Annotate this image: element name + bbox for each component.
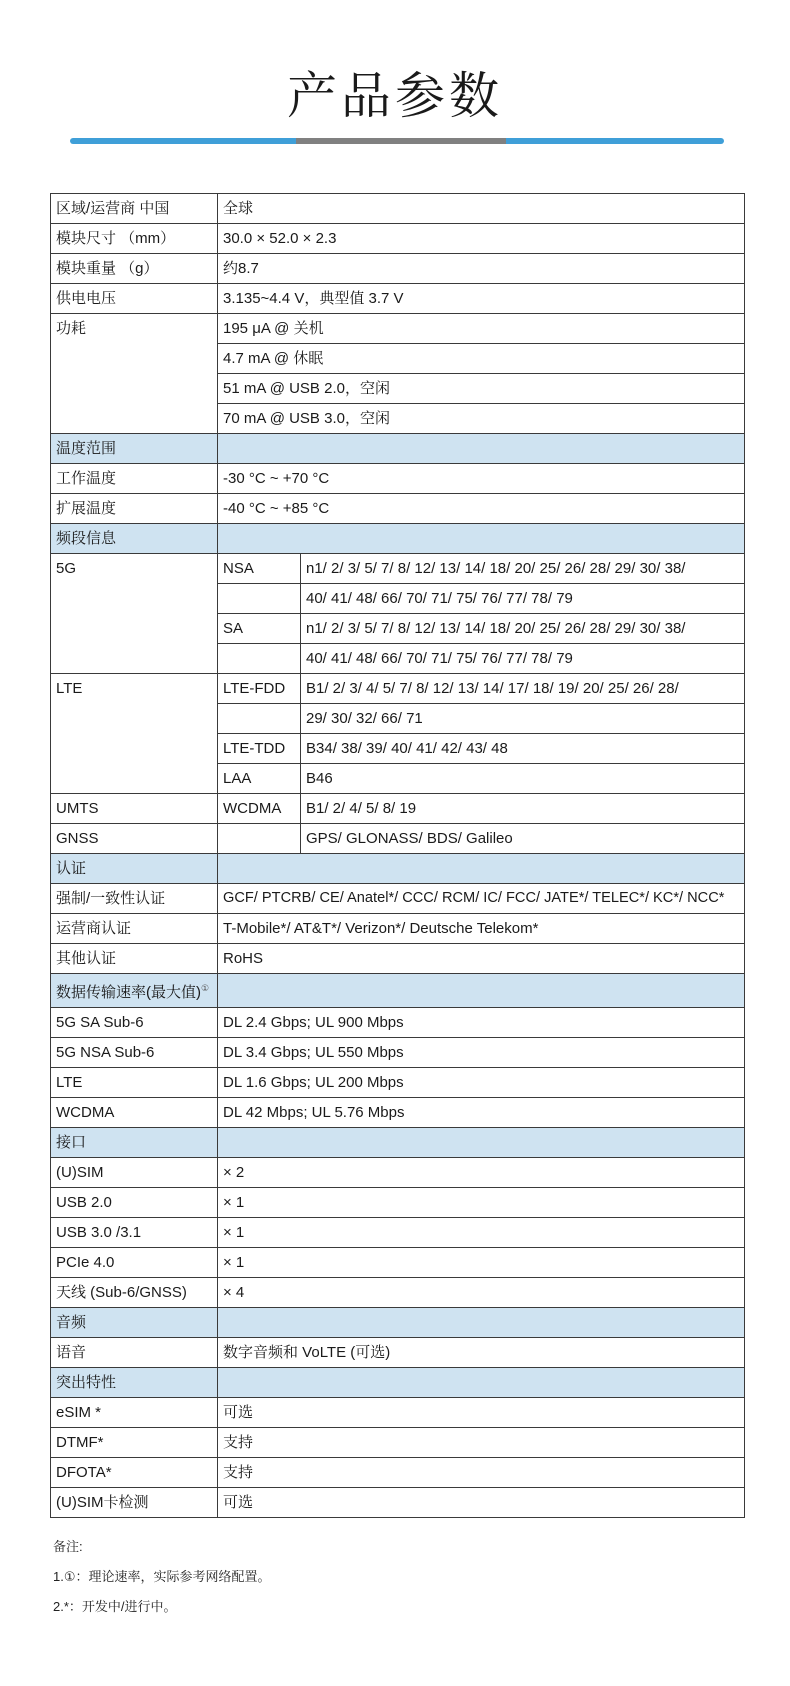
row-label: 区域/运营商 中国 — [51, 194, 218, 224]
table-row — [51, 464, 745, 494]
row-label: GNSS — [51, 824, 218, 854]
row-value: 可选 — [218, 1398, 745, 1428]
row-value: × 1 — [218, 1188, 745, 1218]
table-row — [51, 1248, 745, 1278]
band-type: LTE-FDD — [218, 674, 301, 704]
band-type: NSA — [218, 554, 301, 584]
row-value: 4.7 mA @ 休眠 — [218, 344, 745, 374]
row-label: LTE — [51, 674, 218, 794]
section-header — [51, 1308, 745, 1338]
row-label: 扩展温度 — [51, 494, 218, 524]
section-header — [51, 974, 745, 1008]
row-value: × 4 — [218, 1278, 745, 1308]
table-row — [51, 1398, 745, 1428]
row-label: 模块重量 （g） — [51, 254, 218, 284]
row-value: DL 2.4 Gbps; UL 900 Mbps — [218, 1008, 745, 1038]
row-label: 功耗 — [51, 314, 218, 434]
row-label: PCIe 4.0 — [51, 1248, 218, 1278]
table-row — [51, 884, 745, 914]
table-row — [51, 1338, 745, 1368]
table-row — [51, 1158, 745, 1188]
band-list: B1/ 2/ 3/ 4/ 5/ 7/ 8/ 12/ 13/ 14/ 17/ 18/ 19/ 20/ 25/ 26/ 28/ — [301, 674, 745, 704]
section-header — [51, 434, 745, 464]
band-list: GPS/ GLONASS/ BDS/ Galileo — [301, 824, 745, 854]
table-row — [51, 1218, 745, 1248]
note-item: 2.*：开发中/进行中。 — [53, 1599, 177, 1614]
row-label: 其他认证 — [51, 944, 218, 974]
section-title: 频段信息 — [51, 524, 218, 554]
row-value: 支持 — [218, 1458, 745, 1488]
row-value: 195 μA @ 关机 — [218, 314, 745, 344]
row-label: LTE — [51, 1068, 218, 1098]
row-value: 3.135~4.4 V，典型值 3.7 V — [218, 284, 745, 314]
section-header — [51, 524, 745, 554]
row-value: 30.0 × 52.0 × 2.3 — [218, 224, 745, 254]
table-row — [51, 1008, 745, 1038]
section-title: 突出特性 — [51, 1368, 218, 1398]
section-title: 认证 — [51, 854, 218, 884]
section-header — [51, 1368, 745, 1398]
row-label: 工作温度 — [51, 464, 218, 494]
table-row — [51, 1458, 745, 1488]
band-type: LAA — [218, 764, 301, 794]
row-label: WCDMA — [51, 1098, 218, 1128]
table-row — [51, 1098, 745, 1128]
row-value: -40 °C ~ +85 °C — [218, 494, 745, 524]
row-value: -30 °C ~ +70 °C — [218, 464, 745, 494]
row-value: 数字音频和 VoLTE (可选) — [218, 1338, 745, 1368]
row-label: 强制/一致性认证 — [51, 884, 218, 914]
table-row — [51, 1488, 745, 1518]
table-row — [51, 194, 745, 224]
row-label: DFOTA* — [51, 1458, 218, 1488]
row-value: 支持 — [218, 1428, 745, 1458]
row-value: RoHS — [218, 944, 745, 974]
band-list: 29/ 30/ 32/ 66/ 71 — [301, 704, 745, 734]
table-row — [51, 914, 745, 944]
row-label: 语音 — [51, 1338, 218, 1368]
row-value: × 1 — [218, 1218, 745, 1248]
section-title: 温度范围 — [51, 434, 218, 464]
band-type: WCDMA — [218, 794, 301, 824]
band-type: SA — [218, 614, 301, 644]
band-list: 40/ 41/ 48/ 66/ 70/ 71/ 75/ 76/ 77/ 78/ 79 — [301, 584, 745, 614]
band-list: B46 — [301, 764, 745, 794]
band-type: LTE-TDD — [218, 734, 301, 764]
band-list: n1/ 2/ 3/ 5/ 7/ 8/ 12/ 13/ 14/ 18/ 20/ 25/ 26/ 28/ 29/ 30/ 38/ — [301, 554, 745, 584]
table-row — [51, 674, 745, 704]
table-row — [51, 554, 745, 584]
row-label: 模块尺寸 （mm） — [51, 224, 218, 254]
row-value: × 2 — [218, 1158, 745, 1188]
row-value: 可选 — [218, 1488, 745, 1518]
row-label: 供电电压 — [51, 284, 218, 314]
row-label: 5G — [51, 554, 218, 674]
notes-heading: 备注: — [53, 1539, 83, 1554]
table-row — [51, 284, 745, 314]
section-title: 接口 — [51, 1128, 218, 1158]
title-underline-right — [506, 138, 724, 144]
table-row — [51, 824, 745, 854]
footnote-marker: ① — [201, 983, 210, 993]
row-value: 约8.7 — [218, 254, 745, 284]
row-label: (U)SIM卡检测 — [51, 1488, 218, 1518]
spec-table — [50, 193, 745, 1518]
section-header — [51, 1128, 745, 1158]
table-row — [51, 1068, 745, 1098]
row-label: eSIM * — [51, 1398, 218, 1428]
row-label: DTMF* — [51, 1428, 218, 1458]
table-row — [51, 1038, 745, 1068]
section-title: 音频 — [51, 1308, 218, 1338]
row-label: 5G SA Sub-6 — [51, 1008, 218, 1038]
band-list: 40/ 41/ 48/ 66/ 70/ 71/ 75/ 76/ 77/ 78/ 79 — [301, 644, 745, 674]
table-row — [51, 1428, 745, 1458]
row-value: 全球 — [218, 194, 745, 224]
page-title: 产品参数 — [287, 68, 503, 124]
row-label: 5G NSA Sub-6 — [51, 1038, 218, 1068]
row-label: 运营商认证 — [51, 914, 218, 944]
row-label: USB 3.0 /3.1 — [51, 1218, 218, 1248]
band-list: B1/ 2/ 4/ 5/ 8/ 19 — [301, 794, 745, 824]
row-value: × 1 — [218, 1248, 745, 1278]
row-label: 天线 (Sub-6/GNSS) — [51, 1278, 218, 1308]
row-label: USB 2.0 — [51, 1188, 218, 1218]
table-row — [51, 944, 745, 974]
row-value: DL 1.6 Gbps; UL 200 Mbps — [218, 1068, 745, 1098]
row-value: GCF/ PTCRB/ CE/ Anatel*/ CCC/ RCM/ IC/ FCC/ JATE*/ TELEC*/ KC*/ NCC* — [218, 884, 745, 914]
row-value: DL 3.4 Gbps; UL 550 Mbps — [218, 1038, 745, 1068]
title-underline-left — [70, 138, 296, 144]
table-row — [51, 314, 745, 344]
row-label: UMTS — [51, 794, 218, 824]
row-value: 70 mA @ USB 3.0，空闲 — [218, 404, 745, 434]
table-row — [51, 794, 745, 824]
row-value: DL 42 Mbps; UL 5.76 Mbps — [218, 1098, 745, 1128]
note-item: 1.①：理论速率，实际参考网络配置。 — [53, 1569, 271, 1584]
title-underline-center — [296, 138, 506, 144]
row-value: 51 mA @ USB 2.0，空闲 — [218, 374, 745, 404]
section-title: 数据传输速率(最大值)① — [51, 974, 218, 1008]
row-label: (U)SIM — [51, 1158, 218, 1188]
section-header — [51, 854, 745, 884]
row-value: T-Mobile*/ AT&T*/ Verizon*/ Deutsche Telekom* — [218, 914, 745, 944]
band-list: n1/ 2/ 3/ 5/ 7/ 8/ 12/ 13/ 14/ 18/ 20/ 25/ 26/ 28/ 29/ 30/ 38/ — [301, 614, 745, 644]
table-row — [51, 1278, 745, 1308]
table-row — [51, 494, 745, 524]
notes-section — [53, 1532, 271, 1622]
table-row — [51, 1188, 745, 1218]
table-row — [51, 224, 745, 254]
band-list: B34/ 38/ 39/ 40/ 41/ 42/ 43/ 48 — [301, 734, 745, 764]
table-row — [51, 254, 745, 284]
